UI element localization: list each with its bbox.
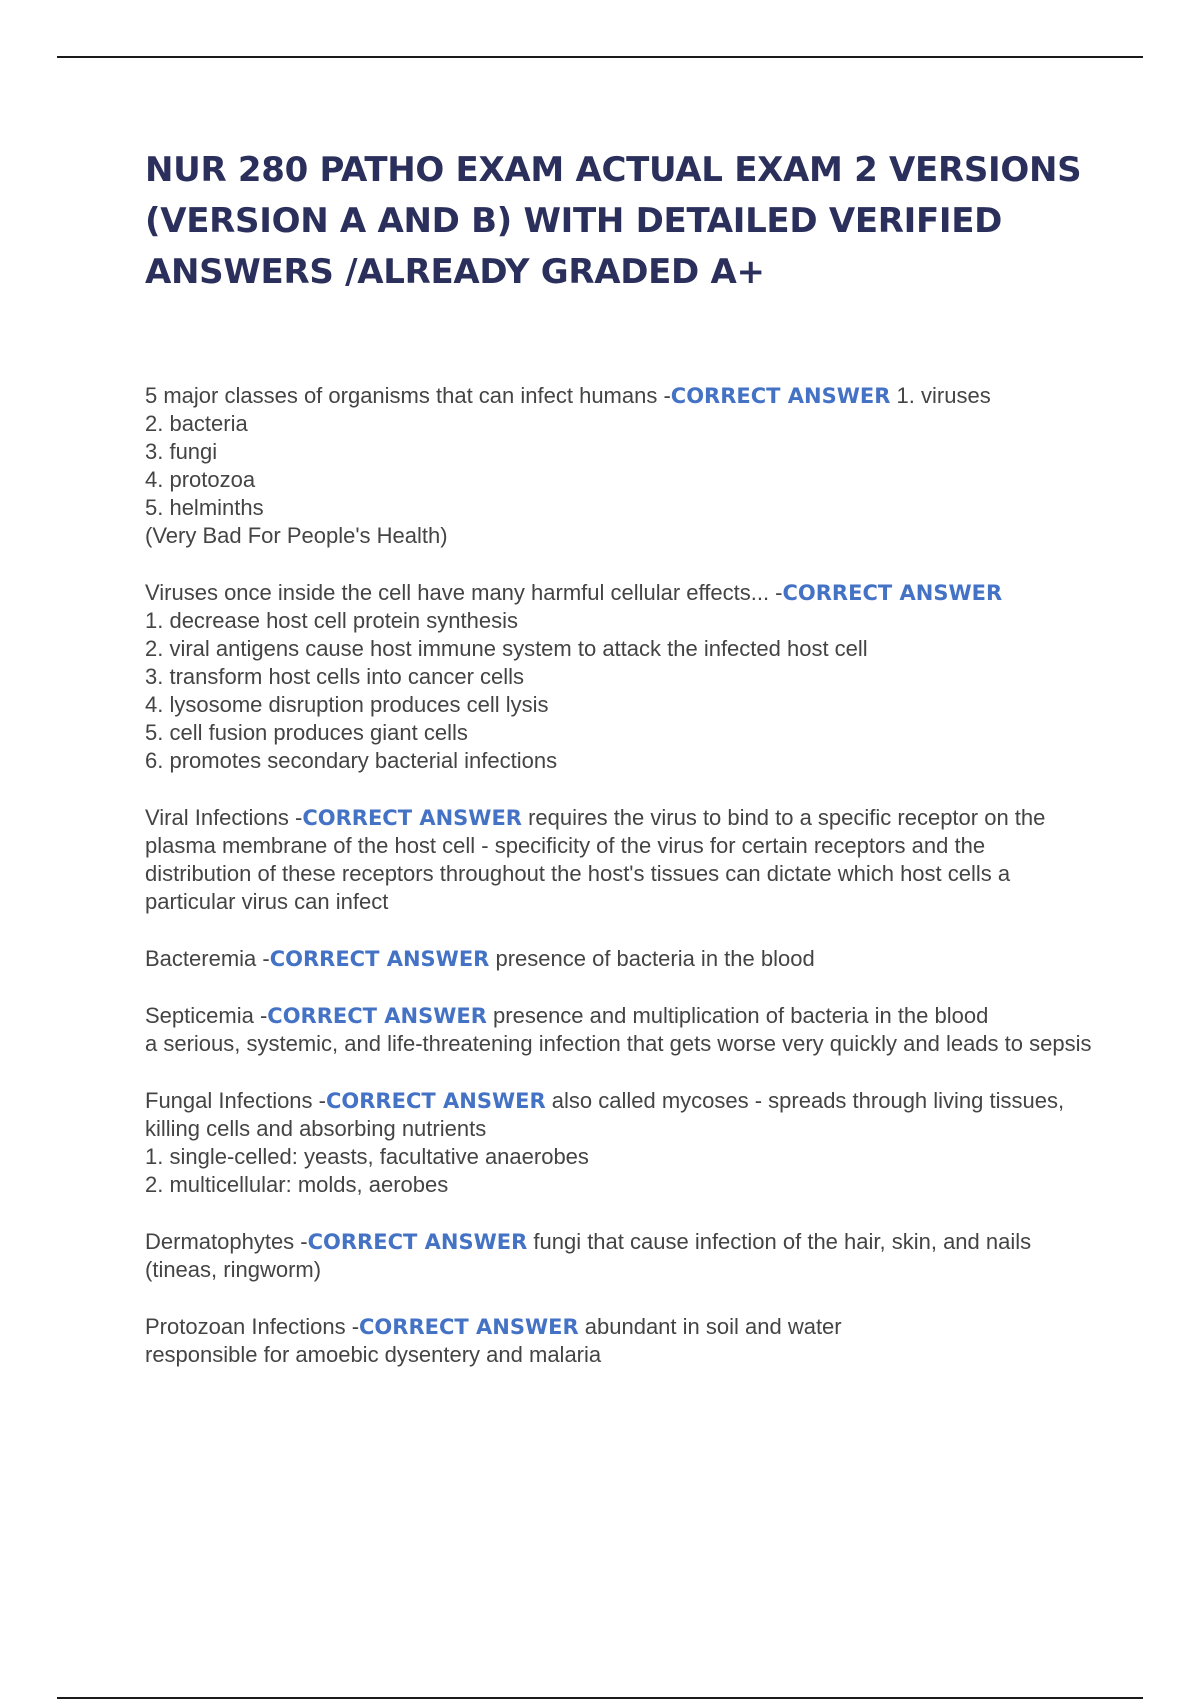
qa-extra-line: 5. cell fusion produces giant cells xyxy=(145,720,468,745)
qa-item xyxy=(145,1228,1095,1284)
qa-extra-line: 3. transform host cells into cancer cells xyxy=(145,664,525,689)
header-rule xyxy=(57,56,1143,58)
correct-answer-marker: CORRECT ANSWER xyxy=(302,806,522,830)
qa-item xyxy=(145,1313,1095,1369)
qa-line xyxy=(145,1313,1095,1341)
qa-item xyxy=(145,579,1095,775)
answer-prefix: - xyxy=(318,1088,326,1113)
qa-extra-line: a serious, systemic, and life-threatening infection that gets worse very quickly and leads to sepsis xyxy=(145,1031,1092,1056)
qa-term: Bacteremia xyxy=(145,946,263,971)
qa-item xyxy=(145,382,1095,550)
answer-prefix: - xyxy=(775,580,783,605)
qa-extra-line: 4. protozoa xyxy=(145,467,256,492)
qa-answer: presence of bacteria in the blood xyxy=(489,946,815,971)
qa-extra-line: 1. decrease host cell protein synthesis xyxy=(145,608,518,633)
qa-answer: abundant in soil and water xyxy=(578,1314,842,1339)
correct-answer-marker: CORRECT ANSWER xyxy=(307,1230,528,1254)
correct-answer-marker: CORRECT ANSWER xyxy=(670,384,891,408)
qa-term: Septicemia xyxy=(145,1003,260,1028)
qa-line xyxy=(145,382,1095,410)
correct-answer-marker: CORRECT ANSWER xyxy=(269,947,490,971)
correct-answer-marker: CORRECT ANSWER xyxy=(782,581,1003,605)
qa-extra-line: (Very Bad For People's Health) xyxy=(145,523,448,548)
answer-prefix: - xyxy=(262,946,270,971)
qa-answer: fungi that cause infection of the hair, skin, and nails xyxy=(527,1229,1032,1254)
qa-term: Protozoan Infections xyxy=(145,1314,352,1339)
qa-term: Dermatophytes xyxy=(145,1229,301,1254)
answer-prefix: - xyxy=(295,805,303,830)
qa-line xyxy=(145,945,1095,973)
answer-prefix: - xyxy=(300,1229,308,1254)
correct-answer-marker: CORRECT ANSWER xyxy=(359,1315,579,1339)
page-title: NUR 280 PATHO EXAM ACTUAL EXAM 2 VERSIONS (VERSION A AND B) WITH DETAILED VERIFIED ANSWERS /ALREADY GRADED A+ xyxy=(145,150,1082,292)
qa-line xyxy=(145,1002,1095,1030)
qa-line xyxy=(145,804,1095,916)
footer-rule xyxy=(57,1697,1143,1699)
qa-term: Fungal Infections xyxy=(145,1088,319,1113)
qa-extra-line: 3. fungi xyxy=(145,439,218,464)
qa-item xyxy=(145,1087,1095,1199)
correct-answer-marker: CORRECT ANSWER xyxy=(267,1004,487,1028)
qa-item xyxy=(145,804,1095,916)
qa-extra-line: 2. viral antigens cause host immune system to attack the infected host cell xyxy=(145,636,868,661)
answer-prefix: - xyxy=(351,1314,360,1339)
qa-extra-line: 5. helminths xyxy=(145,495,264,520)
qa-term: 5 major classes of organisms that can infect humans xyxy=(145,383,664,408)
qa-extra-line: (tineas, ringworm) xyxy=(145,1257,322,1282)
qa-extra-line: 6. promotes secondary bacterial infections xyxy=(145,748,558,773)
qa-extra-line: 2. multicellular: molds, aerobes xyxy=(145,1172,449,1197)
qa-extra-line: 4. lysosome disruption produces cell lysis xyxy=(145,692,549,717)
qa-term: Viral Infections xyxy=(145,805,296,830)
qa-term: Viruses once inside the cell have many harmful cellular effects... xyxy=(145,580,776,605)
qa-list xyxy=(145,382,1095,1398)
qa-answer: requires the virus to bind to a specific receptor on the plasma membrane of the host cell - specificity of the virus for certain receptors and the distribution of these receptors throughout the host's tissues can dictate which host cells a particular virus can infect xyxy=(145,805,1046,914)
answer-prefix: - xyxy=(259,1003,268,1028)
qa-item xyxy=(145,945,1095,973)
answer-prefix: - xyxy=(663,383,671,408)
qa-extra-line: 2. bacteria xyxy=(145,411,248,436)
correct-answer-marker: CORRECT ANSWER xyxy=(326,1089,546,1113)
qa-line xyxy=(145,579,1095,607)
qa-extra-line: 1. single-celled: yeasts, facultative anaerobes xyxy=(145,1144,589,1169)
qa-line xyxy=(145,1087,1095,1143)
qa-answer: 1. viruses xyxy=(890,383,991,408)
qa-answer: presence and multiplication of bacteria in the blood xyxy=(486,1003,989,1028)
qa-line xyxy=(145,1228,1095,1256)
qa-extra-line: responsible for amoebic dysentery and malaria xyxy=(145,1342,602,1367)
qa-item xyxy=(145,1002,1095,1058)
qa-answer: also called mycoses - spreads through living tissues, killing cells and absorbing nutrients xyxy=(145,1088,1065,1141)
